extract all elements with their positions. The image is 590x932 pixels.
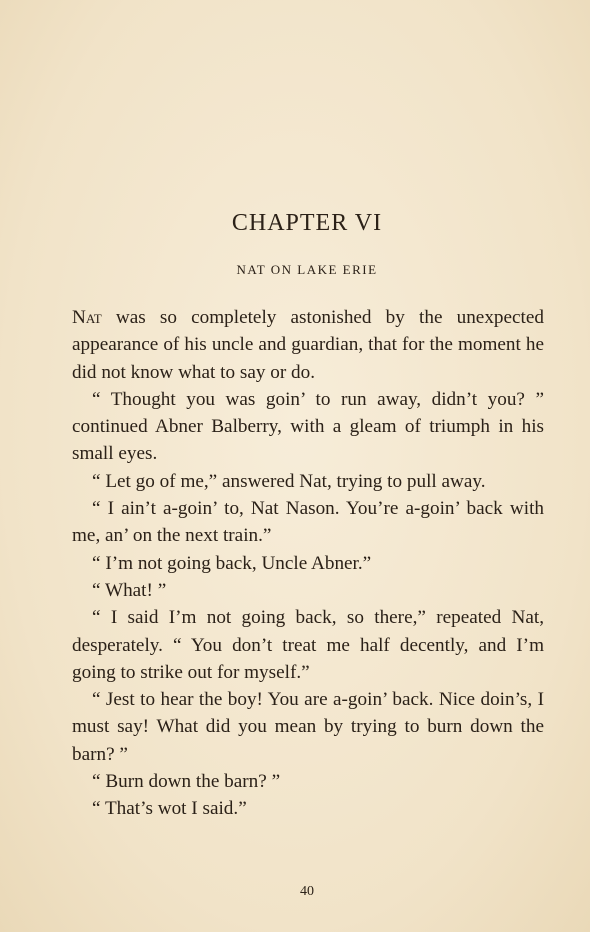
paragraph: “ I ain’t a-goin’ to, Nat Nason. You’re a-goin’ back with me, an’ on the next train.” xyxy=(72,498,544,547)
page-number: 40 xyxy=(300,884,314,899)
paragraph: “ Jest to hear the boy! You are a-goin’ back. Nice doin’s, I must say! What did you mean by trying to burn down the barn? ” xyxy=(72,689,544,765)
opening-paragraph xyxy=(72,304,544,386)
paragraph: “ I’m not going back, Uncle Abner.” xyxy=(92,552,372,574)
opening-lead-word: Nat xyxy=(72,307,102,328)
paragraph: “ Let go of me,” answered Nat, trying to pull away. xyxy=(92,470,486,492)
paragraph: “ Burn down the barn? ” xyxy=(92,771,281,793)
body-text xyxy=(72,304,544,823)
chapter-title: CHAPTER VI xyxy=(231,210,383,236)
paragraph: “ I said I’m not going back, so there,” repeated Nat, desperately. “ You don’t treat me half decently, and I’m going to strike out for myself.” xyxy=(72,607,544,683)
paragraph: “ Thought you was goin’ to run away, didn’t you? ” continued Abner Balberry, with a gleam of triumph in his small eyes. xyxy=(72,388,544,465)
paragraph: “ What! ” xyxy=(92,579,167,601)
chapter-subtitle: NAT ON LAKE ERIE xyxy=(236,262,378,277)
paragraph: “ That’s wot I said.” xyxy=(92,798,247,820)
opening-rest: was so completely astonished by the unexpected appearance of his uncle and guardian, that for the moment he did not know what to say or do. xyxy=(72,307,544,383)
